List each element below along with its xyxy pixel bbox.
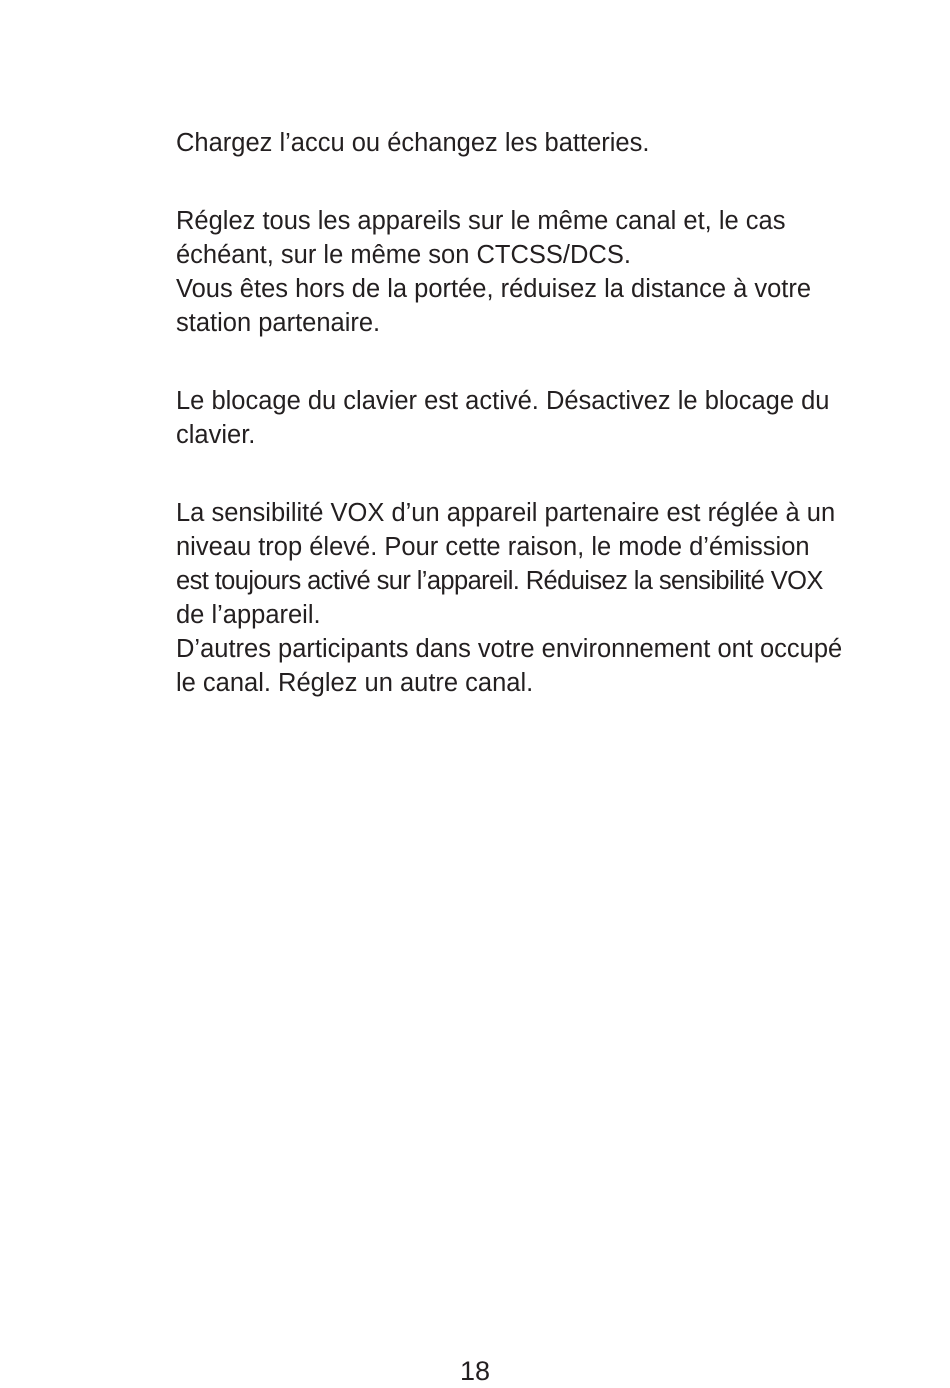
page-number: 18 xyxy=(459,1356,491,1386)
text-line: est toujours activé sur l’appareil. Réduisez la sensibilité VOX xyxy=(176,567,823,595)
paragraph-gap xyxy=(176,452,916,496)
text-line: Chargez l’accu ou échangez les batteries. xyxy=(176,129,650,157)
text-line: niveau trop élevé. Pour cette raison, le mode d’émission xyxy=(176,533,810,561)
paragraph-vox-sensitivity xyxy=(176,496,916,700)
paragraph-gap xyxy=(176,340,916,384)
text-line: le canal. Réglez un autre canal. xyxy=(176,669,534,697)
document-body xyxy=(176,126,916,700)
text-line: clavier. xyxy=(176,421,256,449)
text-line: D’autres participants dans votre environnement ont occupé xyxy=(176,635,843,663)
paragraph-gap xyxy=(176,160,916,204)
text-line: de l’appareil. xyxy=(176,601,321,629)
paragraph-battery xyxy=(176,126,916,160)
text-line: La sensibilité VOX d’un appareil partenaire est réglée à un xyxy=(176,499,836,527)
text-line: Vous êtes hors de la portée, réduisez la distance à votre xyxy=(176,275,812,303)
text-line: station partenaire. xyxy=(176,309,381,337)
text-line: Le blocage du clavier est activé. Désactivez le blocage du xyxy=(176,387,830,415)
text-line: échéant, sur le même son CTCSS/DCS. xyxy=(176,241,631,269)
paragraph-channel-range xyxy=(176,204,916,340)
text-line: Réglez tous les appareils sur le même canal et, le cas xyxy=(176,207,786,235)
paragraph-keypad-lock xyxy=(176,384,916,452)
